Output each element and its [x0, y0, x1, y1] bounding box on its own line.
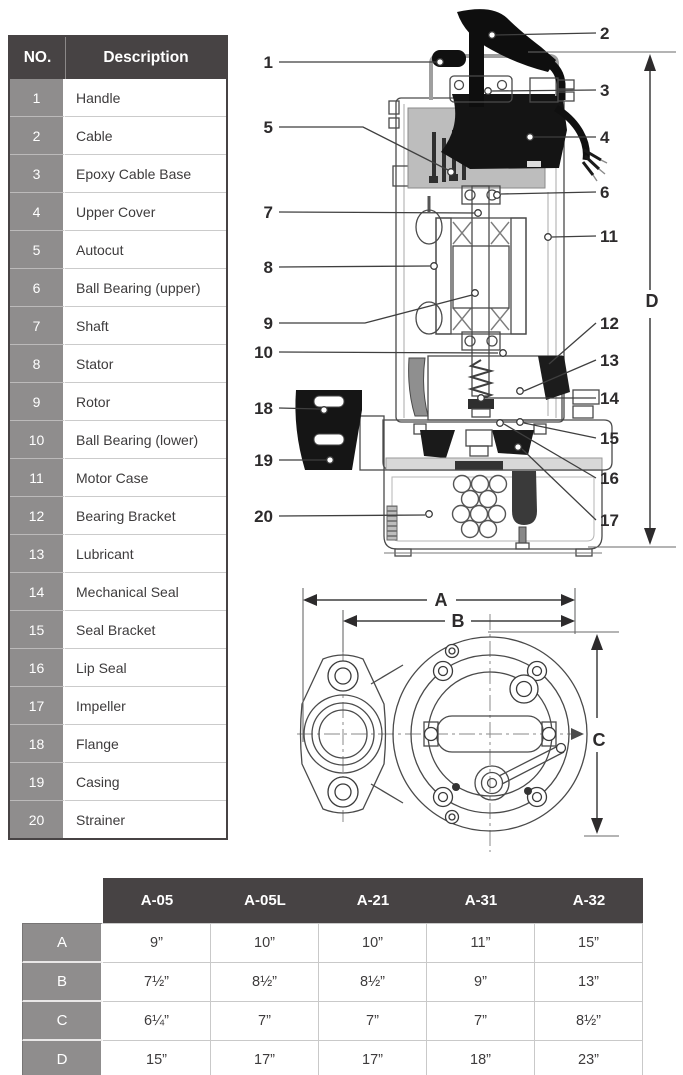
callout-label-5: 5	[263, 118, 273, 137]
dimension-value: 9”	[427, 963, 535, 1002]
model-column-header: A-05	[103, 878, 211, 923]
part-description: Autocut	[65, 231, 226, 269]
part-number: 20	[10, 801, 65, 838]
part-description: Rotor	[65, 383, 226, 421]
callout-label-17: 17	[600, 511, 619, 530]
dimension-b	[343, 610, 575, 652]
dimension-row-label: C	[22, 1002, 103, 1041]
part-number: 15	[10, 611, 65, 649]
part-description: Flange	[65, 725, 226, 763]
part-description: Mechanical Seal	[65, 573, 226, 611]
callout-label-12: 12	[600, 314, 619, 333]
dimensions-table-header-row	[22, 878, 643, 923]
model-column-header: A-05L	[211, 878, 319, 923]
dimensions-table-row	[22, 963, 643, 1002]
callout-label-6: 6	[600, 183, 610, 202]
callout-label-1: 1	[263, 53, 273, 72]
dimension-value: 8½”	[319, 963, 427, 1002]
dimension-row-label: D	[22, 1041, 103, 1075]
part-description: Strainer	[65, 801, 226, 838]
callout-label-7: 7	[263, 203, 273, 222]
strainer	[384, 470, 602, 556]
part-description: Casing	[65, 763, 226, 801]
dimensions-table-corner	[22, 878, 103, 923]
dimension-value: 15”	[535, 923, 643, 963]
callout-label-9: 9	[263, 314, 273, 333]
part-number: 8	[10, 345, 65, 383]
part-description: Seal Bracket	[65, 611, 226, 649]
dimension-value: 13”	[535, 963, 643, 1002]
part-number: 18	[10, 725, 65, 763]
upper-cover	[441, 94, 567, 169]
part-number: 19	[10, 763, 65, 801]
part-number: 9	[10, 383, 65, 421]
dimension-value: 7½”	[103, 963, 211, 1002]
dimension-label-b: B	[451, 611, 465, 631]
callout-label-3: 3	[600, 81, 610, 100]
dimensions-table-row	[22, 1002, 643, 1041]
part-number: 14	[10, 573, 65, 611]
part-description: Cable	[65, 117, 226, 155]
dimension-value: 17”	[319, 1041, 427, 1075]
callout-label-14: 14	[600, 389, 619, 408]
dimension-value: 8½”	[211, 963, 319, 1002]
part-description: Shaft	[65, 307, 226, 345]
dimension-value: 23”	[535, 1041, 643, 1075]
model-column-header: A-21	[319, 878, 427, 923]
part-number: 12	[10, 497, 65, 535]
part-description: Epoxy Cable Base	[65, 155, 226, 193]
part-description: Impeller	[65, 687, 226, 725]
part-number: 17	[10, 687, 65, 725]
part-number: 7	[10, 307, 65, 345]
part-description: Ball Bearing (upper)	[65, 269, 226, 307]
dimensions-table-row	[22, 923, 643, 963]
part-number: 10	[10, 421, 65, 459]
part-description: Ball Bearing (lower)	[65, 421, 226, 459]
dimension-value: 7”	[427, 1002, 535, 1041]
part-number: 16	[10, 649, 65, 687]
part-number: 3	[10, 155, 65, 193]
callout-label-2: 2	[600, 24, 610, 43]
part-description: Stator	[65, 345, 226, 383]
dimensions-table-body	[22, 923, 643, 1075]
callout-label-15: 15	[600, 429, 619, 448]
part-number: 5	[10, 231, 65, 269]
part-description: Bearing Bracket	[65, 497, 226, 535]
part-description: Lip Seal	[65, 649, 226, 687]
dimension-label-d: D	[645, 291, 659, 311]
part-number: 2	[10, 117, 65, 155]
dimension-row-label: A	[22, 923, 103, 963]
dimensions-table-row	[22, 1041, 643, 1075]
parts-header-description: Description	[65, 37, 226, 79]
stator	[436, 218, 526, 334]
dimension-value: 17”	[211, 1041, 319, 1075]
pump-cross-section-diagram	[254, 9, 676, 556]
part-description: Lubricant	[65, 535, 226, 573]
dimension-row-label: B	[22, 963, 103, 1002]
part-description: Handle	[65, 79, 226, 117]
part-description: Motor Case	[65, 459, 226, 497]
dimension-value: 11”	[427, 923, 535, 963]
pump-bottom-view-diagram	[297, 588, 619, 852]
dimension-value: 8½”	[535, 1002, 643, 1041]
callout-label-4: 4	[600, 128, 610, 147]
impeller	[386, 430, 602, 470]
parts-header-no: NO.	[10, 37, 65, 79]
dimension-value: 15”	[103, 1041, 211, 1075]
flange	[295, 390, 384, 470]
dimension-value: 10”	[319, 923, 427, 963]
dimension-value: 10”	[211, 923, 319, 963]
rotor	[453, 246, 509, 308]
dimension-value: 18”	[427, 1041, 535, 1075]
part-number: 11	[10, 459, 65, 497]
part-number: 4	[10, 193, 65, 231]
dimension-label-c: C	[592, 730, 606, 750]
callout-label-13: 13	[600, 351, 619, 370]
callout-label-11: 11	[600, 227, 618, 246]
mechanical-seal-spring	[471, 360, 491, 399]
dimension-label-a: A	[434, 590, 448, 610]
dimension-value: 9”	[103, 923, 211, 963]
callout-label-20: 20	[254, 507, 273, 526]
part-number: 6	[10, 269, 65, 307]
callout-label-18: 18	[254, 399, 273, 418]
callout-label-10: 10	[254, 343, 273, 362]
model-column-header: A-31	[427, 878, 535, 923]
dimension-value: 7”	[319, 1002, 427, 1041]
dimensions-table	[22, 878, 643, 1075]
callout-label-8: 8	[263, 258, 273, 277]
dimension-value: 7”	[211, 1002, 319, 1041]
part-description: Upper Cover	[65, 193, 226, 231]
model-column-header: A-32	[535, 878, 643, 923]
part-number: 13	[10, 535, 65, 573]
callout-label-19: 19	[254, 451, 273, 470]
callout-label-16: 16	[600, 469, 619, 488]
part-number: 1	[10, 79, 65, 117]
dimension-value: 6¼”	[103, 1002, 211, 1041]
ball-bearing-lower	[462, 332, 500, 350]
